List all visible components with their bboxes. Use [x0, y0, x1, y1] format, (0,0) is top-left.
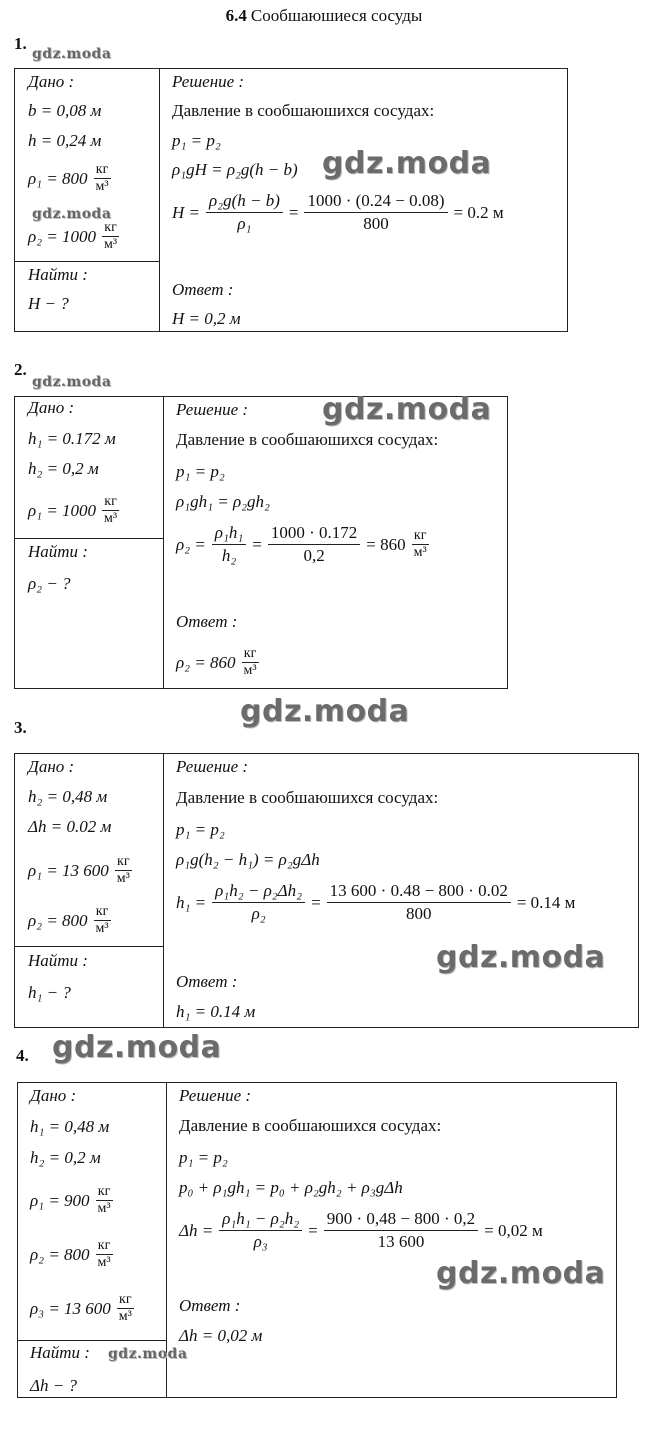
watermark: gdz.moda: [322, 146, 492, 181]
section-number: 6.4: [225, 6, 247, 25]
watermark: gdz.moda: [240, 694, 410, 729]
divider: [14, 261, 160, 262]
equation: p₁ = p₂: [179, 1148, 228, 1167]
pressure-line: Давление в сообшаюшихся сосудах:: [176, 788, 439, 807]
problem-number: 1.: [14, 34, 27, 53]
given-header: Дано :: [28, 72, 75, 91]
find-item: ρ₂ − ?: [28, 574, 71, 593]
answer-header: Ответ :: [179, 1296, 241, 1315]
divider: [14, 538, 164, 539]
given-item: h₂ = 0,2 м: [28, 459, 99, 478]
divider: [163, 753, 164, 1028]
section-title: Сообшаюшиеся сосуды: [250, 6, 423, 25]
find-item: H − ?: [28, 294, 69, 313]
answer-value: H = 0,2 м: [172, 309, 241, 328]
divider: [17, 1340, 167, 1341]
given-header: Дано :: [30, 1086, 77, 1105]
given-item: h₁ = 0,48 м: [30, 1117, 110, 1136]
given-value: ρ₂ = 1000: [28, 226, 97, 246]
watermark: gdz.moda: [108, 1346, 188, 1362]
solution-header: Решение :: [179, 1086, 252, 1105]
answer-header: Ответ :: [176, 612, 238, 631]
solution-header: Решение :: [176, 400, 249, 419]
equation: p₀ + ρ₁gh₁ = p₀ + ρ₂gh₂ + ρ₃gΔh: [179, 1178, 403, 1197]
pressure-line: Давление в сообшаюшихся сосудах:: [172, 101, 435, 120]
answer-value: ρ₂ = 860 $\frac{кг}{\text{м³}}$: [176, 646, 257, 678]
equation: ρ₂ = $\frac{\text{ρ₁h₁}}{\text{h₂}}$ = $\frac{1000 \cdot 0.172}{0,2}$ = 860 $\frac{кг}{\text{м³}}$: [176, 523, 427, 565]
equation: p₁ = p₂: [176, 820, 225, 839]
answer-value: Δh = 0,02 м: [179, 1326, 263, 1345]
given-item: ρ₁ = 1000 $\frac{кг}{\text{м³}}$: [28, 494, 118, 526]
given-item: [28, 162, 111, 195]
given-header: Дано :: [28, 757, 75, 776]
pressure-line: Давление в сообшаюшихся сосудах:: [176, 430, 439, 449]
divider: [159, 68, 160, 332]
given-item: Δh = 0.02 м: [28, 817, 112, 836]
answer-header: Ответ :: [172, 280, 234, 299]
find-item: Δh − ?: [30, 1376, 77, 1395]
given-value: ρ₁ = 800: [28, 168, 88, 188]
watermark: gdz.moda: [32, 374, 112, 390]
find-header: Найти :: [28, 265, 88, 284]
given-item: ρ₃ = 13 600 $\frac{кг}{\text{м³}}$: [30, 1292, 132, 1324]
problem-number: 4.: [16, 1046, 29, 1065]
given-item: h₂ = 0,2 м: [30, 1148, 101, 1167]
equation: ρ₁gH = ρ₂g(h − b): [172, 160, 298, 179]
given-item: h = 0,24 м: [28, 131, 102, 150]
divider: [163, 396, 164, 689]
equation: p₁ = p₂: [176, 462, 225, 481]
find-header: Найти :: [28, 542, 88, 561]
watermark: gdz.moda: [436, 940, 606, 975]
given-item: ρ₁ = 900 $\frac{кг}{\text{м³}}$: [30, 1184, 111, 1216]
watermark: gdz.moda: [32, 206, 112, 222]
answer-value: h₁ = 0.14 м: [176, 1002, 256, 1021]
equation: ρ₁gh₁ = ρ₂gh₂: [176, 492, 270, 511]
given-item: ρ₂ = 800 $\frac{кг}{\text{м³}}$: [28, 904, 109, 936]
problem-number: 3.: [14, 718, 27, 737]
problem-number: 2.: [14, 360, 27, 379]
unit-fraction: $\frac{кг}{\text{м³}}$: [104, 220, 118, 252]
equation: Δh = $\frac{\text{ρ₁h₁ − ρ₂h₂}}{\text{ρ₃}}$ = $\frac{900 \cdot 0,48 - 800 \cdot 0,2}{13 600}$ = 0,02 м: [179, 1209, 543, 1251]
watermark: gdz.moda: [436, 1256, 606, 1291]
given-item: h₁ = 0.172 м: [28, 429, 116, 448]
page-title: [0, 6, 648, 26]
watermark: gdz.moda: [322, 392, 492, 427]
find-header: Найти :: [28, 951, 88, 970]
solution-header: Решение :: [172, 72, 245, 91]
divider: [14, 946, 164, 947]
unit-fraction: $\frac{кг}{\text{м³}}$: [95, 162, 109, 194]
equation: h₁ = $\frac{\text{ρ₁h₂ − ρ₂Δh₂}}{\text{ρ₂}}$ = $\frac{13 600 \cdot 0.48 - 800 \cdot 0.02}{800}$ = 0.14 м: [176, 881, 576, 923]
given-item: b = 0,08 м: [28, 101, 102, 120]
watermark: gdz.moda: [32, 46, 112, 62]
given-item: ρ₂ = 800 $\frac{кг}{\text{м³}}$: [30, 1238, 111, 1270]
watermark: gdz.moda: [52, 1030, 222, 1065]
given-header: Дано :: [28, 398, 75, 417]
find-header: Найти :: [30, 1343, 90, 1362]
solution-header: Решение :: [176, 757, 249, 776]
given-item: [28, 220, 119, 253]
given-item: ρ₁ = 13 600 $\frac{кг}{\text{м³}}$: [28, 854, 130, 886]
answer-header: Ответ :: [176, 972, 238, 991]
given-item: h₂ = 0,48 м: [28, 787, 108, 806]
equation: H = $\frac{\text{ρ₂g(h − b)}}{\text{ρ₁}}$ = $\frac{1000 \cdot (0.24 - 0.08)}{800}$ = 0.2 м: [172, 191, 504, 233]
equation: p₁ = p₂: [172, 131, 221, 150]
pressure-line: Давление в сообшаюшихся сосудах:: [179, 1116, 442, 1135]
find-item: h₁ − ?: [28, 983, 71, 1002]
equation: ρ₁g(h₂ − h₁) = ρ₂gΔh: [176, 850, 320, 869]
